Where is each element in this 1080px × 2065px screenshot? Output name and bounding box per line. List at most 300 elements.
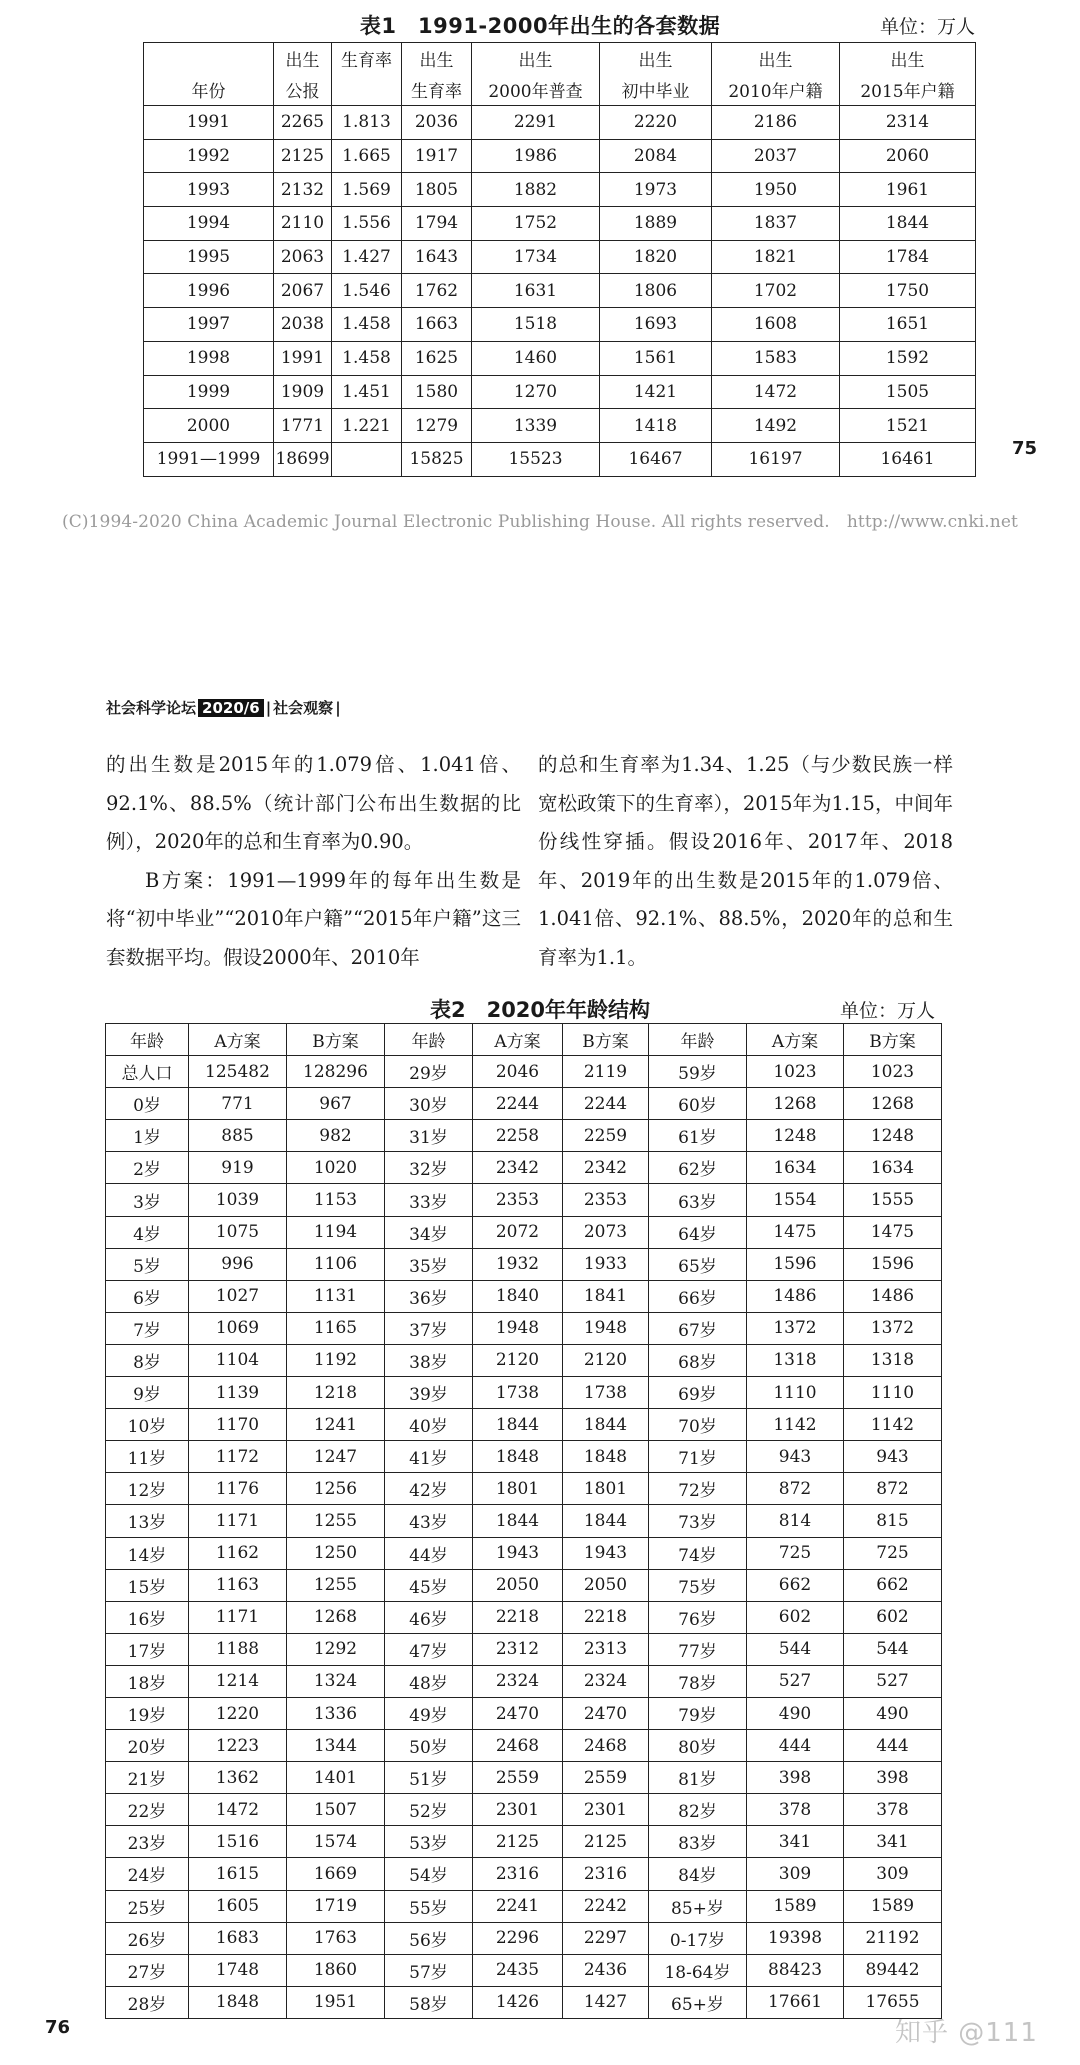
table-cell: 2063: [274, 240, 332, 274]
table-cell: [332, 74, 402, 106]
table-cell: 38岁: [385, 1344, 473, 1376]
table-cell: 1220: [189, 1697, 287, 1729]
table-cell: 2242: [563, 1890, 649, 1922]
table-cell: 21192: [844, 1922, 942, 1954]
table-cell: 1194: [287, 1216, 385, 1248]
table-cell: 1917: [402, 139, 472, 173]
table-cell: [332, 442, 402, 476]
table-cell: 22岁: [106, 1794, 189, 1826]
table-cell: 1.451: [332, 375, 402, 409]
table1: [143, 42, 976, 477]
table-cell: 378: [844, 1794, 942, 1826]
table-row: [144, 240, 976, 274]
table-cell: 24岁: [106, 1858, 189, 1890]
table-cell: 2220: [600, 106, 712, 140]
table-cell: 19岁: [106, 1697, 189, 1729]
table-cell: 943: [844, 1441, 942, 1473]
table-row: [144, 308, 976, 342]
table1-title: 表1 1991-2000年出生的各套数据: [359, 14, 721, 38]
table-row: [106, 1505, 942, 1537]
table-cell: 1574: [287, 1826, 385, 1858]
table-cell: 81岁: [649, 1762, 747, 1794]
table-cell: 1693: [600, 308, 712, 342]
table-row: [144, 43, 976, 75]
table-cell: 1932: [473, 1248, 563, 1280]
table2-unit: 单位：万人: [840, 1000, 936, 1022]
table-cell: 出生: [600, 43, 712, 75]
table-cell: 1318: [747, 1344, 844, 1376]
table-cell: 1142: [844, 1409, 942, 1441]
table-cell: 1241: [287, 1409, 385, 1441]
table-cell: 1.556: [332, 207, 402, 241]
table-cell: 40岁: [385, 1409, 473, 1441]
table-cell: 1580: [402, 375, 472, 409]
journal-issue: 2020/6: [198, 699, 264, 717]
table-row: [106, 1120, 942, 1152]
table-cell: 1993: [144, 173, 274, 207]
table-cell: 1153: [287, 1184, 385, 1216]
table-cell: 2559: [563, 1762, 649, 1794]
table-cell: 6岁: [106, 1280, 189, 1312]
copyright-footer: (C)1994-2020 China Academic Journal Electronic Publishing House. All rights reserved. http://www.cnki.net: [62, 512, 1018, 532]
table-cell: 1837: [712, 207, 840, 241]
table-cell: 1589: [844, 1890, 942, 1922]
table-cell: 66岁: [649, 1280, 747, 1312]
table-cell: 28岁: [106, 1986, 189, 2018]
table-cell: 1794: [402, 207, 472, 241]
table-cell: 55岁: [385, 1890, 473, 1922]
table-cell: 1663: [402, 308, 472, 342]
table1-unit: 单位：万人: [880, 16, 976, 38]
table-cell: 1592: [840, 341, 976, 375]
table-cell: 5岁: [106, 1248, 189, 1280]
table-cell: 54岁: [385, 1858, 473, 1890]
table-cell: 78岁: [649, 1665, 747, 1697]
table-cell: 1170: [189, 1409, 287, 1441]
table-cell: 公报: [274, 74, 332, 106]
table-cell: 1268: [747, 1088, 844, 1120]
table-cell: 2436: [563, 1954, 649, 1986]
page-number-top: 75: [1012, 438, 1038, 459]
table-row: [106, 1633, 942, 1665]
table-cell: 总人口: [106, 1056, 189, 1088]
table-row: [106, 1665, 942, 1697]
table-cell: 996: [189, 1248, 287, 1280]
table-cell: 1075: [189, 1216, 287, 1248]
table-cell: 77岁: [649, 1633, 747, 1665]
table-cell: 725: [747, 1537, 844, 1569]
table-cell: 44岁: [385, 1537, 473, 1569]
table-cell: 1486: [844, 1280, 942, 1312]
table-cell: 42岁: [385, 1473, 473, 1505]
table-cell: 出生: [274, 43, 332, 75]
table-cell: 527: [747, 1665, 844, 1697]
table-cell: 872: [844, 1473, 942, 1505]
table-row: [106, 1537, 942, 1569]
table-row: [106, 1730, 942, 1762]
table-cell: 2110: [274, 207, 332, 241]
table-cell: 17655: [844, 1986, 942, 2018]
table-cell: B方案: [563, 1024, 649, 1056]
table-cell: 34岁: [385, 1216, 473, 1248]
table-cell: 2067: [274, 274, 332, 308]
table-cell: 60岁: [649, 1088, 747, 1120]
table-cell: 2072: [473, 1216, 563, 1248]
table-cell: 2314: [840, 106, 976, 140]
table-row: [106, 1056, 942, 1088]
table-cell: 16461: [840, 442, 976, 476]
table-cell: 1821: [712, 240, 840, 274]
table-cell: 398: [747, 1762, 844, 1794]
table-cell: A方案: [473, 1024, 563, 1056]
table-cell: 79岁: [649, 1697, 747, 1729]
table-cell: 84岁: [649, 1858, 747, 1890]
table-cell: 年龄: [106, 1024, 189, 1056]
table-cell: 80岁: [649, 1730, 747, 1762]
table-cell: 1492: [712, 409, 840, 443]
table-cell: 1472: [712, 375, 840, 409]
table-cell: 1.458: [332, 341, 402, 375]
table-cell: 919: [189, 1152, 287, 1184]
table-row: [106, 1344, 942, 1376]
table-cell: 2470: [563, 1697, 649, 1729]
table-cell: 出生: [712, 43, 840, 75]
table-cell: 15825: [402, 442, 472, 476]
table-row: [106, 1312, 942, 1344]
table-cell: 82岁: [649, 1794, 747, 1826]
table-cell: 11岁: [106, 1441, 189, 1473]
table-cell: 1418: [600, 409, 712, 443]
table-cell: 814: [747, 1505, 844, 1537]
table-cell: 45岁: [385, 1569, 473, 1601]
table-cell: 1992: [144, 139, 274, 173]
table-cell: 1844: [563, 1409, 649, 1441]
table-cell: 1943: [473, 1537, 563, 1569]
paragraph: 的总和生育率为1.34、1.25（与少数民族一样宽松政策下的生育率），2015年为1.15，中间年份线性穿插。假设2016年、2017年、2018年、2019年的出生数是2015年的1.079倍、1.041倍、92.1%、88.5%，2020年的总和生育率为1.1。: [538, 753, 953, 969]
table-cell: 1801: [563, 1473, 649, 1505]
table-cell: 662: [844, 1569, 942, 1601]
table-cell: 35岁: [385, 1248, 473, 1280]
table-row: [106, 1248, 942, 1280]
table-cell: 1973: [600, 173, 712, 207]
table-cell: 15岁: [106, 1569, 189, 1601]
table-cell: 1.427: [332, 240, 402, 274]
table-cell: 2258: [473, 1120, 563, 1152]
table-cell: 1738: [563, 1377, 649, 1409]
table-cell: 1521: [840, 409, 976, 443]
table-cell: 2120: [563, 1344, 649, 1376]
table-cell: 1554: [747, 1184, 844, 1216]
table-cell: 1848: [563, 1441, 649, 1473]
table-row: [106, 1409, 942, 1441]
table-cell: 57岁: [385, 1954, 473, 1986]
table-cell: 1844: [473, 1409, 563, 1441]
table-cell: 2244: [563, 1088, 649, 1120]
table-cell: 0-17岁: [649, 1922, 747, 1954]
table-cell: 1991: [274, 341, 332, 375]
journal-separator: |: [265, 698, 272, 717]
table-cell: 2468: [563, 1730, 649, 1762]
table-cell: 2241: [473, 1890, 563, 1922]
table-cell: 19398: [747, 1922, 844, 1954]
table-cell: 3岁: [106, 1184, 189, 1216]
table-cell: 46岁: [385, 1601, 473, 1633]
table-cell: 0岁: [106, 1088, 189, 1120]
table-cell: 1139: [189, 1377, 287, 1409]
table-cell: 1605: [189, 1890, 287, 1922]
table-cell: 41岁: [385, 1441, 473, 1473]
table-cell: 16岁: [106, 1601, 189, 1633]
table-cell: 2125: [473, 1826, 563, 1858]
table-cell: 1421: [600, 375, 712, 409]
table-cell: 2244: [473, 1088, 563, 1120]
table-cell: 2470: [473, 1697, 563, 1729]
table-cell: 1248: [747, 1120, 844, 1152]
table-cell: 1339: [472, 409, 600, 443]
table-cell: A方案: [189, 1024, 287, 1056]
table-cell: 1589: [747, 1890, 844, 1922]
table-cell: 15523: [472, 442, 600, 476]
table-cell: 61岁: [649, 1120, 747, 1152]
table-cell: 48岁: [385, 1665, 473, 1697]
table-cell: 2050: [473, 1569, 563, 1601]
table-cell: 36岁: [385, 1280, 473, 1312]
table2: [105, 1023, 942, 2019]
table-row: [106, 1473, 942, 1505]
table-row: [106, 1826, 942, 1858]
table-cell: 1039: [189, 1184, 287, 1216]
table-cell: 1427: [563, 1986, 649, 2018]
table-cell: 1223: [189, 1730, 287, 1762]
table-cell: 1801: [473, 1473, 563, 1505]
table-cell: 1738: [473, 1377, 563, 1409]
table-cell: 1999: [144, 375, 274, 409]
table-cell: 1344: [287, 1730, 385, 1762]
table-cell: 17岁: [106, 1633, 189, 1665]
table-cell: 62岁: [649, 1152, 747, 1184]
table-cell: 出生: [472, 43, 600, 75]
table-cell: 1268: [844, 1088, 942, 1120]
table-cell: 1372: [844, 1312, 942, 1344]
table-cell: 1994: [144, 207, 274, 241]
table-cell: 885: [189, 1120, 287, 1152]
table-cell: 490: [747, 1697, 844, 1729]
paragraph: B方案：1991—1999年的每年出生数是将“初中毕业”“2010年户籍”“2015年户籍”这三套数据平均。假设2000年、2010年: [106, 868, 521, 969]
table-row: [106, 1441, 942, 1473]
table-cell: 1岁: [106, 1120, 189, 1152]
table-cell: 1748: [189, 1954, 287, 1986]
table-cell: 982: [287, 1120, 385, 1152]
table-cell: 16467: [600, 442, 712, 476]
table-cell: 52岁: [385, 1794, 473, 1826]
table-cell: 68岁: [649, 1344, 747, 1376]
table-cell: 1324: [287, 1665, 385, 1697]
table-cell: 7岁: [106, 1312, 189, 1344]
table-cell: 1336: [287, 1697, 385, 1729]
table-cell: 1719: [287, 1890, 385, 1922]
table-cell: 1131: [287, 1280, 385, 1312]
table-cell: 1961: [840, 173, 976, 207]
table-cell: 30岁: [385, 1088, 473, 1120]
table-cell: 1596: [844, 1248, 942, 1280]
table-cell: 444: [747, 1730, 844, 1762]
table-cell: 1106: [287, 1248, 385, 1280]
table-cell: 1948: [563, 1312, 649, 1344]
table-row: [106, 1569, 942, 1601]
table-cell: 47岁: [385, 1633, 473, 1665]
paragraph: 的出生数是2015年的1.079倍、1.041倍、92.1%、88.5%（统计部门公布出生数据的比例），2020年的总和生育率为0.90。: [106, 753, 521, 853]
table-cell: 1171: [189, 1601, 287, 1633]
table-cell: 1460: [472, 341, 600, 375]
table-cell: 815: [844, 1505, 942, 1537]
table-cell: 527: [844, 1665, 942, 1697]
table-cell: 1110: [747, 1377, 844, 1409]
table-cell: 1608: [712, 308, 840, 342]
table-cell: 2000年普查: [472, 74, 600, 106]
table-row: [106, 1184, 942, 1216]
table-cell: 年份: [144, 74, 274, 106]
table-cell: [144, 43, 274, 75]
table-cell: 75岁: [649, 1569, 747, 1601]
table-cell: 16197: [712, 442, 840, 476]
table-cell: 25岁: [106, 1890, 189, 1922]
table-cell: 1848: [473, 1441, 563, 1473]
body-column-left: [106, 746, 521, 977]
table-cell: 18-64岁: [649, 1954, 747, 1986]
table-cell: 2038: [274, 308, 332, 342]
table-cell: 年龄: [649, 1024, 747, 1056]
table-cell: 1401: [287, 1762, 385, 1794]
table-cell: B方案: [844, 1024, 942, 1056]
table-cell: 341: [747, 1826, 844, 1858]
table-cell: 1889: [600, 207, 712, 241]
table-row: [106, 1890, 942, 1922]
table-cell: 2313: [563, 1633, 649, 1665]
table-cell: 49岁: [385, 1697, 473, 1729]
table-cell: 74岁: [649, 1537, 747, 1569]
table-cell: 31岁: [385, 1120, 473, 1152]
table-cell: 1069: [189, 1312, 287, 1344]
table-cell: 65+岁: [649, 1986, 747, 2018]
table-cell: 2353: [473, 1184, 563, 1216]
table-row: [106, 1088, 942, 1120]
table-row: [106, 1922, 942, 1954]
table-cell: 1734: [472, 240, 600, 274]
table-cell: 1486: [747, 1280, 844, 1312]
table-row: [144, 274, 976, 308]
table-row: [106, 1858, 942, 1890]
table-cell: 2324: [563, 1665, 649, 1697]
table-cell: 1172: [189, 1441, 287, 1473]
table-cell: 1806: [600, 274, 712, 308]
table-cell: 943: [747, 1441, 844, 1473]
table-cell: 1882: [472, 173, 600, 207]
table-cell: 年龄: [385, 1024, 473, 1056]
table-cell: 2132: [274, 173, 332, 207]
table-row: [106, 1216, 942, 1248]
table-cell: 2301: [473, 1794, 563, 1826]
table-cell: 1270: [472, 375, 600, 409]
table-cell: 1750: [840, 274, 976, 308]
table-cell: 26岁: [106, 1922, 189, 1954]
table-cell: 2259: [563, 1120, 649, 1152]
table-cell: 662: [747, 1569, 844, 1601]
table-cell: 1643: [402, 240, 472, 274]
table-cell: 17661: [747, 1986, 844, 2018]
table-cell: 1784: [840, 240, 976, 274]
table-cell: 2265: [274, 106, 332, 140]
table-cell: 64岁: [649, 1216, 747, 1248]
table-cell: 544: [844, 1633, 942, 1665]
table-cell: 1583: [712, 341, 840, 375]
table-cell: 2084: [600, 139, 712, 173]
table-cell: 71岁: [649, 1441, 747, 1473]
table-cell: 602: [747, 1601, 844, 1633]
table-cell: 1171: [189, 1505, 287, 1537]
table-cell: 2342: [473, 1152, 563, 1184]
table-cell: 1292: [287, 1633, 385, 1665]
table-cell: 1991—1999: [144, 442, 274, 476]
table-cell: 生育率: [332, 43, 402, 75]
table-row: [144, 341, 976, 375]
table-cell: 18岁: [106, 1665, 189, 1697]
watermark: 知乎 @111: [895, 2018, 1038, 2048]
table-cell: 69岁: [649, 1377, 747, 1409]
table-cell: 65岁: [649, 1248, 747, 1280]
table-cell: 12岁: [106, 1473, 189, 1505]
table-cell: 1247: [287, 1441, 385, 1473]
table-row: [144, 207, 976, 241]
table-row: [144, 173, 976, 207]
table-cell: 1625: [402, 341, 472, 375]
table-cell: 出生: [402, 43, 472, 75]
table-cell: 2050: [563, 1569, 649, 1601]
table-cell: 128296: [287, 1056, 385, 1088]
table-cell: 1248: [844, 1120, 942, 1152]
table-cell: 1943: [563, 1537, 649, 1569]
table-cell: 1631: [472, 274, 600, 308]
table-cell: 39岁: [385, 1377, 473, 1409]
table-cell: 29岁: [385, 1056, 473, 1088]
table-cell: 2468: [473, 1730, 563, 1762]
table-cell: B方案: [287, 1024, 385, 1056]
table-row: [144, 106, 976, 140]
table-cell: 341: [844, 1826, 942, 1858]
table-cell: 4岁: [106, 1216, 189, 1248]
table-cell: 2353: [563, 1184, 649, 1216]
table-cell: 13岁: [106, 1505, 189, 1537]
table-cell: 1318: [844, 1344, 942, 1376]
table-cell: 8岁: [106, 1344, 189, 1376]
table-cell: 2125: [563, 1826, 649, 1858]
table-cell: 1.458: [332, 308, 402, 342]
table-cell: 1997: [144, 308, 274, 342]
table-cell: 2060: [840, 139, 976, 173]
table-cell: 967: [287, 1088, 385, 1120]
table-cell: 1516: [189, 1826, 287, 1858]
table-row: [106, 1954, 942, 1986]
table-cell: 2435: [473, 1954, 563, 1986]
table-cell: 2312: [473, 1633, 563, 1665]
table-cell: 85+岁: [649, 1890, 747, 1922]
table-cell: 21岁: [106, 1762, 189, 1794]
journal-header: [106, 697, 341, 718]
table-cell: 1.546: [332, 274, 402, 308]
table-cell: 1256: [287, 1473, 385, 1505]
table-cell: 1848: [189, 1986, 287, 2018]
table-cell: 2119: [563, 1056, 649, 1088]
table-cell: 1991: [144, 106, 274, 140]
